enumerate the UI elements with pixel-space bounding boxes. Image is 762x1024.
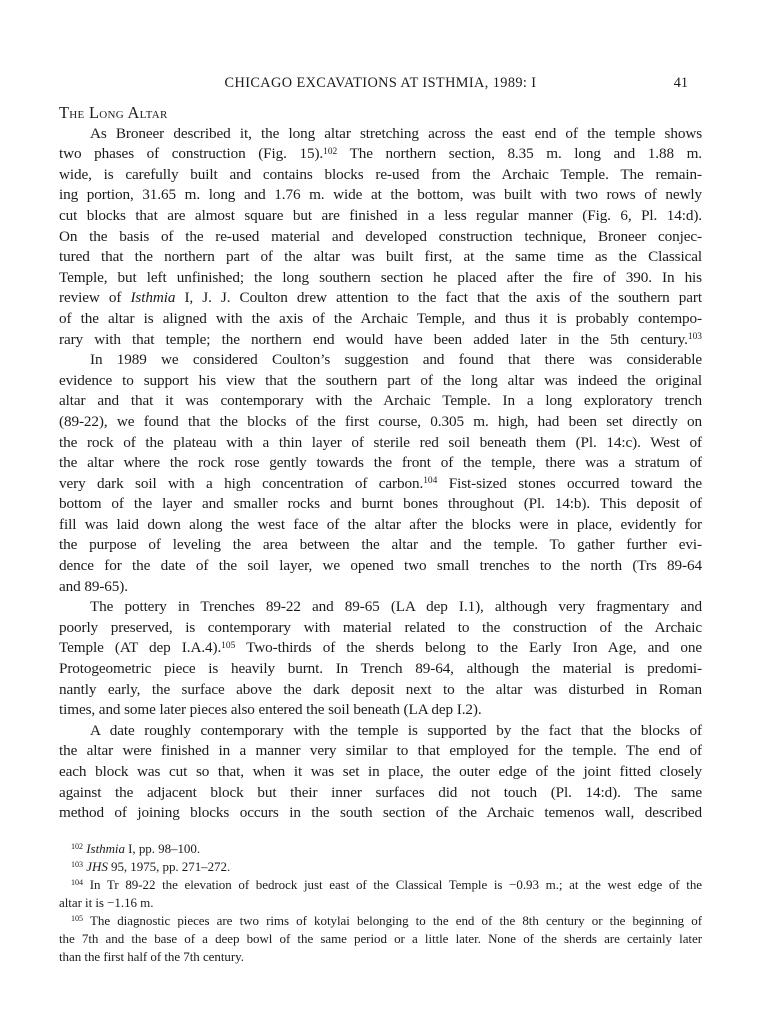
body bbox=[59, 124, 702, 824]
text-line: nantly early, the surface above the dark deposit next to the altar was disturbed in Roman bbox=[59, 680, 702, 698]
section-heading: The Long Altar bbox=[59, 103, 168, 122]
text-line: the purpose of leveling the area between the altar and the temple. To gather further evi- bbox=[59, 536, 702, 554]
text-line: Temple (AT dep I.A.4).$^{105}$ Two-thirds of the sherds belong to the Early Iron Age, and one bbox=[59, 639, 702, 657]
page-number: 41 bbox=[673, 75, 688, 91]
text-line: A date roughly contemporary with the temple is supported by the fact that the blocks of bbox=[90, 721, 702, 739]
footnote-ref: 103 bbox=[687, 332, 702, 343]
text-line: the rock of the plateau with a thin layer of sterile red soil beneath them (Pl. 14:c). West of bbox=[59, 433, 702, 451]
paragraph bbox=[59, 350, 702, 597]
text-line: cut blocks that are almost square but are finished in a less regular manner (Fig. 6, Pl. 14:d). bbox=[59, 206, 702, 224]
text-line: In 1989 we considered Coulton’s suggestion and found that there was considerable bbox=[90, 351, 702, 369]
running-head bbox=[59, 74, 702, 92]
text-line: of the altar is aligned with the axis of the Archaic Temple, and thus it is probably contempo- bbox=[59, 309, 702, 327]
text-line: Temple, but left unfinished; the long southern section he placed after the fire of 390. In his bbox=[59, 268, 702, 286]
text-line: dence for the date of the soil layer, we opened two small trenches to the north (Trs 89-64 bbox=[59, 557, 702, 575]
footnote-ref: 105 bbox=[221, 641, 236, 652]
footnote-ref: 103 bbox=[71, 860, 84, 870]
text-line: $^{104}$ In Tr 89-22 the elevation of bedrock just east of the Classical Temple is −0.93 m.; at the west edge of the bbox=[71, 876, 702, 892]
text-line: bottom of the layer and smaller rocks and burnt bones throughout (Pl. 14:b). This deposit of bbox=[59, 495, 702, 513]
text-line: each block was cut so that, when it was set in place, the outer edge of the joint fitted closely bbox=[59, 763, 702, 780]
footnote-section bbox=[59, 840, 702, 966]
text-line: and 89-65). bbox=[59, 577, 128, 595]
footnote bbox=[59, 858, 702, 876]
footnote-ref: 102 bbox=[71, 842, 84, 852]
text-line: $^{103}$ JHS 95, 1975, pp. 271–272. bbox=[71, 858, 231, 874]
text-line: rary with that temple; the northern end would have been added later in the 5th century.$^{103}$ bbox=[59, 330, 702, 348]
footnote-ref: 105 bbox=[71, 914, 84, 924]
text-line: the altar were finished in a manner very similar to that employed for the temple. The end of bbox=[59, 742, 702, 760]
text-line: As Broneer described it, the long altar stretching across the east end of the temple shows bbox=[90, 124, 702, 142]
text-line: $^{102}$ Isthmia I, pp. 98–100. bbox=[71, 840, 201, 856]
text-line: the altar where the rock rose gently towards the front of the temple, there was a stratum of bbox=[59, 454, 702, 472]
text-line: method of joining blocks occurs in the south section of the Archaic temenos wall, described bbox=[59, 804, 702, 822]
text-line: altar it is −1.16 m. bbox=[59, 894, 154, 910]
paragraph bbox=[59, 124, 702, 351]
text-line: The pottery in Trenches 89-22 and 89-65 (LA dep I.1), although very fragmentary and bbox=[90, 598, 702, 616]
footnote bbox=[59, 840, 702, 858]
text-line: poorly preserved, is contemporary with material related to the construction of the Archaic bbox=[59, 618, 702, 636]
text-line: fill was laid down along the west face of the altar after the blocks were in place, evidently for bbox=[59, 515, 702, 533]
text-line: review of Isthmia I, J. J. Coulton drew attention to the fact that the axis of the southern part bbox=[59, 289, 702, 307]
footnote bbox=[59, 876, 702, 912]
text-line: On the basis of the re-used material and developed construction technique, Broneer conjec- bbox=[59, 227, 702, 245]
text-line: evidence to support his view that the southern part of the long altar was indeed the original bbox=[59, 371, 702, 389]
text-line: Protogeometric piece is heavily burnt. In Trench 89-64, although the material is predomi- bbox=[59, 660, 702, 678]
text-line: $^{105}$ The diagnostic pieces are two rims of kotylai belonging to the end of the 8th century or the beginning of bbox=[71, 912, 702, 928]
text-line: tured that the northern part of the altar was built first, at the same time as the Classical bbox=[59, 248, 702, 266]
text-line: wide, is carefully built and contains blocks re-used from the Archaic Temple. The remain- bbox=[59, 165, 702, 183]
running-head-title: CHICAGO EXCAVATIONS AT ISTHMIA, 1989: I bbox=[224, 75, 537, 91]
footnote-ref: 102 bbox=[323, 146, 338, 157]
text-line: (89-22), we found that the blocks of the first course, 0.305 m. high, had been set directly on bbox=[59, 412, 702, 430]
text-column bbox=[59, 74, 702, 966]
text-line: very dark soil with a high concentration of carbon.$^{104}$ Fist-sized stones occurred toward the bbox=[59, 474, 702, 492]
paragraph bbox=[59, 597, 702, 721]
paragraph bbox=[59, 721, 702, 824]
text-line: the 7th and the base of a deep bowl of the same period or a little later. None of the sherds are certainly later bbox=[59, 930, 702, 946]
text-line: than the first half of the 7th century. bbox=[59, 948, 244, 964]
italic-text: Isthmia bbox=[130, 289, 176, 307]
text-line: against the adjacent block but their inner surfaces did not touch (Pl. 14:d). The same bbox=[59, 783, 702, 801]
text-line: times, and some later pieces also entered the soil beneath (LA dep I.2). bbox=[59, 701, 482, 719]
text-line: two phases of construction (Fig. 15).$^{102}$ The northern section, 8.35 m. long and 1.88 m. bbox=[59, 145, 702, 163]
footnote-ref: 104 bbox=[71, 878, 84, 888]
text-line: altar and that it was contemporary with the Archaic Temple. In a long exploratory trench bbox=[59, 392, 702, 410]
footnote bbox=[59, 912, 702, 966]
footnote-ref: 104 bbox=[423, 476, 438, 487]
italic-text: Isthmia bbox=[86, 840, 125, 856]
italic-text: JHS bbox=[86, 858, 108, 874]
text-line: ing portion, 31.65 m. long and 1.76 m. wide at the bottom, was built with two rows of newly bbox=[59, 186, 702, 204]
